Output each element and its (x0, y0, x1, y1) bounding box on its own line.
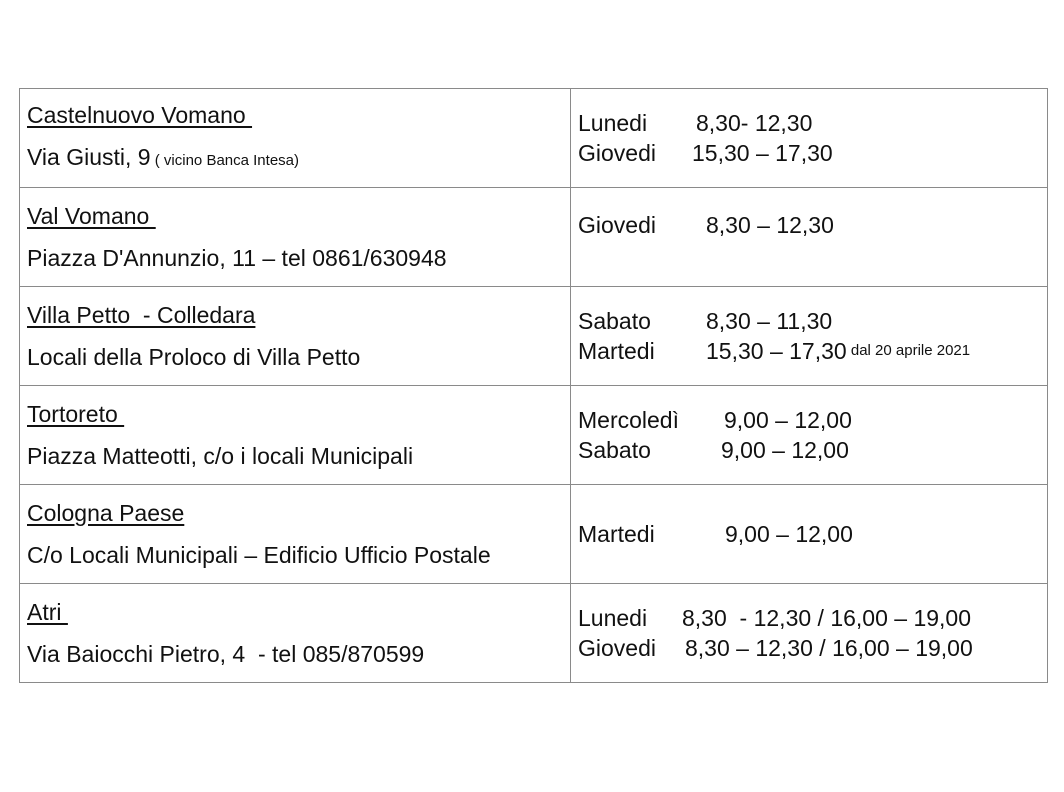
hours-time: 8,30- 12,30 (696, 110, 813, 136)
place-cell (20, 287, 571, 386)
hours-cell (571, 89, 1048, 188)
place-cell (20, 89, 571, 188)
hours-day: Mercoledì (578, 407, 679, 433)
hours-time: 9,00 – 12,00 (724, 407, 852, 433)
place-cell (20, 584, 571, 683)
hours-line (578, 519, 1047, 549)
hours-line (578, 138, 1047, 168)
place-address (27, 442, 570, 470)
hours-time: 9,00 – 12,00 (721, 437, 849, 463)
table-row (20, 188, 1048, 287)
hours-line (578, 108, 1047, 138)
address-text: Via Giusti, 9 (27, 144, 151, 170)
schedule-table (19, 88, 1048, 683)
hours-time: 8,30 – 11,30 (706, 308, 833, 334)
hours-line (578, 633, 1047, 663)
hours-time: 15,30 – 17,30 (692, 140, 833, 166)
hours-cell (571, 584, 1048, 683)
hours-day: Sabato (578, 437, 651, 463)
hours-line (578, 210, 1047, 240)
hours-line (578, 435, 1047, 465)
hours-time: 15,30 – 17,30 (706, 338, 847, 364)
address-note: ( vicino Banca Intesa) (150, 152, 299, 169)
place-name: Tortoreto (27, 401, 125, 427)
place-name: Val Vomano (27, 203, 156, 229)
place-name: Villa Petto - Colledara (27, 302, 256, 328)
hours-line (578, 603, 1047, 633)
table-row (20, 287, 1048, 386)
address-text: Piazza D'Annunzio, 11 – tel 0861/630948 (27, 245, 447, 271)
hours-day: Lunedi (578, 605, 648, 631)
hours-day: Giovedi (578, 212, 656, 238)
place-cell (20, 188, 571, 287)
hours-cell (571, 485, 1048, 584)
address-text: Locali della Proloco di Villa Petto (27, 344, 361, 370)
place-address (27, 343, 570, 371)
hours-cell (571, 386, 1048, 485)
hours-day: Giovedi (578, 140, 656, 166)
hours-day: Lunedi (578, 110, 648, 136)
place-address (27, 541, 570, 569)
hours-time: 9,00 – 12,00 (725, 521, 853, 547)
place-address (27, 244, 570, 272)
address-text: Piazza Matteotti, c/o i locali Municipali (27, 443, 414, 469)
hours-day: Martedi (578, 338, 655, 364)
place-address (27, 640, 570, 668)
table-row (20, 386, 1048, 485)
place-address (27, 143, 570, 175)
hours-cell (571, 188, 1048, 287)
table-row (20, 89, 1048, 188)
place-cell (20, 485, 571, 584)
place-name: Atri (27, 599, 68, 625)
hours-line (578, 306, 1047, 336)
hours-cell (571, 287, 1048, 386)
place-name: Castelnuovo Vomano (27, 102, 253, 128)
hours-line (578, 405, 1047, 435)
hours-day: Giovedi (578, 635, 656, 661)
address-text: Via Baiocchi Pietro, 4 - tel 085/870599 (27, 641, 425, 667)
table-row (20, 584, 1048, 683)
hours-day: Martedi (578, 521, 655, 547)
address-text: C/o Locali Municipali – Edificio Ufficio Postale (27, 542, 491, 568)
table-row (20, 485, 1048, 584)
hours-day: Sabato (578, 308, 651, 334)
place-name: Cologna Paese (27, 500, 185, 526)
hours-time: 8,30 – 12,30 (706, 212, 834, 238)
hours-time: 8,30 - 12,30 / 16,00 – 19,00 (682, 605, 972, 631)
place-cell (20, 386, 571, 485)
hours-note: dal 20 aprile 2021 (846, 342, 971, 359)
hours-line (578, 336, 1047, 366)
hours-time: 8,30 – 12,30 / 16,00 – 19,00 (685, 635, 973, 661)
